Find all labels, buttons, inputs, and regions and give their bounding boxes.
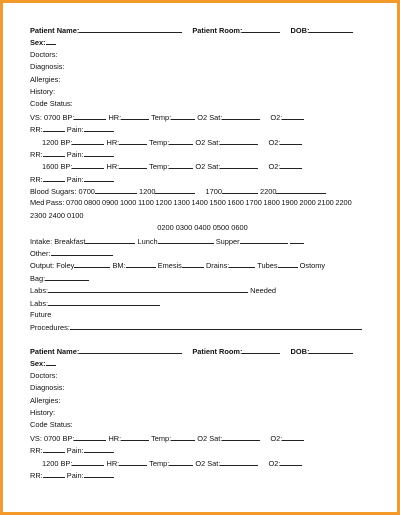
emesis-field[interactable] [182, 259, 204, 268]
bp-1600-label: 1600 BP: [42, 162, 73, 172]
doctors-row [30, 370, 375, 382]
intake-label: Intake: Breakfast [30, 236, 86, 246]
hr-label: HR: [106, 162, 120, 172]
rr-label: RR: [30, 125, 43, 135]
diagnosis-row [30, 382, 375, 394]
bs-1200-label: 1200 [138, 187, 156, 197]
o2-0700-field[interactable] [282, 111, 304, 120]
future-row [30, 309, 375, 321]
bag-field[interactable] [45, 272, 89, 281]
other-label: Other: [30, 249, 51, 259]
emesis-label: Emesis [157, 261, 182, 271]
pain-1600-field[interactable] [84, 173, 114, 182]
o2sat-label: O2 Sat: [195, 137, 221, 147]
o2sat-label: O2 Sat: [195, 162, 221, 172]
o2-label: O2: [268, 458, 281, 468]
code-status-label: Code Status: [30, 420, 73, 430]
hr-label: HR: [108, 433, 122, 443]
patient-name-field[interactable] [79, 24, 182, 33]
dob-field[interactable] [309, 24, 353, 33]
history-row [30, 86, 375, 98]
history-row [30, 407, 375, 419]
patient-room-label: Patient Room: [192, 347, 243, 356]
rr-label: RR: [30, 446, 43, 456]
bs-1700-field[interactable] [222, 185, 258, 194]
hr-label: HR: [106, 458, 120, 468]
labs-label: Labs: [30, 286, 49, 296]
bp-1200-field[interactable] [72, 136, 104, 145]
labs-needed-row [30, 284, 375, 296]
patient-room-field[interactable] [242, 345, 280, 354]
pain-1200-field[interactable] [84, 148, 114, 157]
procedures-row [30, 321, 375, 333]
bs-1200-field[interactable] [155, 185, 195, 194]
diagnosis-label: Diagnosis: [30, 62, 65, 72]
bag-label: Bag: [30, 273, 46, 283]
hr-1600-field[interactable] [119, 160, 147, 169]
sex-label: Sex: [30, 38, 46, 48]
temp-0700-field[interactable] [171, 432, 195, 441]
labs-field[interactable] [48, 297, 160, 306]
labs-row [30, 297, 375, 309]
sex-label: Sex: [30, 359, 46, 369]
rr-pain-0700-row [30, 123, 375, 135]
intake-row [30, 235, 375, 247]
bp-0700-field[interactable] [74, 432, 106, 441]
vitals-1200-row [30, 136, 375, 148]
hr-1200-field[interactable] [119, 136, 147, 145]
o2-1600-field[interactable] [280, 160, 302, 169]
supper-label: Supper [215, 236, 240, 246]
patient-name-label: Patient Name: [30, 26, 80, 35]
temp-label: Temp: [149, 162, 170, 172]
code-status-row [30, 419, 375, 431]
temp-label: Temp: [151, 112, 172, 122]
foley-field[interactable] [74, 259, 110, 268]
o2sat-label: O2 Sat: [195, 458, 221, 468]
hr-0700-field[interactable] [121, 432, 149, 441]
o2sat-label: O2 Sat: [197, 112, 223, 122]
future-label: Future [30, 309, 52, 319]
vs-0700-bp-label: VS: 0700 BP: [30, 112, 75, 122]
temp-1200-field[interactable] [169, 136, 193, 145]
allergies-row [30, 74, 375, 86]
o2sat-0700-field[interactable] [222, 111, 260, 120]
code-status-label: Code Status: [30, 99, 73, 109]
rr-0700-field[interactable] [43, 444, 65, 453]
o2sat-1200-field[interactable] [220, 457, 258, 466]
patient-header-row [30, 345, 375, 357]
dob-label: DOB: [290, 26, 310, 35]
patient-form-section-1 [30, 24, 375, 334]
bp-0700-field[interactable] [74, 111, 106, 120]
pain-label: Pain: [66, 149, 84, 159]
patient-form-section-2 [30, 345, 375, 481]
allergies-label: Allergies: [30, 74, 61, 84]
temp-1200-field[interactable] [169, 457, 193, 466]
lunch-field[interactable] [158, 235, 214, 244]
rr-pain-0700-row [30, 444, 375, 456]
sex-field[interactable] [46, 36, 56, 45]
vitals-0700-row [30, 111, 375, 123]
med-pass-times-1: Med Pass: 0700 0800 0900 1000 1100 1200 1300 1400 1500 1600 1700 1800 1900 2000 2100 2200 [30, 198, 352, 208]
med-pass-times-3: 0200 0300 0400 0500 0600 [157, 223, 248, 233]
vitals-1200-row [30, 457, 375, 469]
o2-label: O2: [270, 433, 283, 443]
supper-extra-field[interactable] [290, 235, 304, 244]
rr-pain-1200-row [30, 148, 375, 160]
drains-label: Drains: [205, 261, 230, 271]
output-foley-label: Output: Foley [30, 261, 75, 271]
bs-1700-label: 1700 [205, 187, 222, 197]
needed-label: Needed [250, 286, 277, 296]
doctors-label: Doctors: [30, 49, 58, 59]
rr-1200-field[interactable] [43, 469, 65, 478]
allergies-row [30, 395, 375, 407]
vitals-1600-row [30, 160, 375, 172]
labs-label: Labs: [30, 298, 49, 308]
sex-field[interactable] [46, 357, 56, 366]
ostomy-label: Ostomy [299, 261, 326, 271]
history-label: History: [30, 86, 56, 96]
med-pass-row-3 [30, 222, 375, 234]
diagnosis-label: Diagnosis: [30, 383, 65, 393]
vs-0700-bp-label: VS: 0700 BP: [30, 433, 75, 443]
bs-0700-field[interactable] [95, 185, 137, 194]
blood-sugars-row [30, 185, 375, 197]
bp-1200-label: 1200 BP: [42, 458, 73, 468]
rr-label: RR: [30, 470, 43, 480]
tubes-label: Tubes [257, 261, 278, 271]
patient-name-field[interactable] [79, 345, 182, 354]
other-row [30, 247, 375, 259]
bs-2200-label: 2200 [260, 187, 277, 197]
med-pass-row-2 [30, 210, 375, 222]
dob-field[interactable] [309, 345, 353, 354]
patient-name-label: Patient Name: [30, 347, 80, 356]
o2sat-label: O2 Sat: [197, 433, 223, 443]
o2-1200-field[interactable] [280, 457, 302, 466]
allergies-label: Allergies: [30, 395, 61, 405]
rr-label: RR: [30, 149, 43, 159]
o2sat-1200-field[interactable] [220, 136, 258, 145]
med-pass-row-1 [30, 197, 375, 209]
pain-label: Pain: [66, 446, 84, 456]
rr-pain-1200-row [30, 469, 375, 481]
doctors-row [30, 49, 375, 61]
hr-0700-field[interactable] [121, 111, 149, 120]
patient-header-row [30, 24, 375, 36]
temp-0700-field[interactable] [171, 111, 195, 120]
labs-needed-field[interactable] [48, 284, 248, 293]
other-field[interactable] [51, 247, 113, 256]
hr-1200-field[interactable] [119, 457, 147, 466]
rr-1600-field[interactable] [43, 173, 65, 182]
patient-room-label: Patient Room: [192, 26, 243, 35]
rr-label: RR: [30, 174, 43, 184]
o2sat-1600-field[interactable] [220, 160, 258, 169]
drains-field[interactable] [229, 259, 255, 268]
pain-1200-field[interactable] [84, 469, 114, 478]
sex-row [30, 36, 375, 48]
med-pass-times-2: 2300 2400 0100 [30, 210, 84, 220]
procedures-label: Procedures: [30, 323, 70, 333]
o2-label: O2: [268, 162, 281, 172]
sex-row [30, 357, 375, 369]
bs-2200-field[interactable] [276, 185, 326, 194]
temp-1600-field[interactable] [169, 160, 193, 169]
rr-pain-1600-row [30, 173, 375, 185]
o2-label: O2: [270, 112, 283, 122]
diagnosis-row [30, 61, 375, 73]
output-row [30, 259, 375, 271]
breakfast-field[interactable] [85, 235, 135, 244]
temp-label: Temp: [151, 433, 172, 443]
o2-0700-field[interactable] [282, 432, 304, 441]
o2sat-0700-field[interactable] [222, 432, 260, 441]
pain-0700-field[interactable] [84, 123, 114, 132]
bp-1200-label: 1200 BP: [42, 137, 73, 147]
temp-label: Temp: [149, 137, 170, 147]
doctors-label: Doctors: [30, 370, 58, 380]
blood-sugars-label: Blood Sugars: 0700 [30, 187, 95, 197]
bag-row [30, 272, 375, 284]
procedures-field[interactable] [70, 321, 362, 330]
pain-label: Pain: [66, 125, 84, 135]
lunch-label: Lunch [137, 236, 158, 246]
rr-1200-field[interactable] [43, 148, 65, 157]
history-label: History: [30, 407, 56, 417]
patient-room-field[interactable] [242, 24, 280, 33]
hr-label: HR: [106, 137, 120, 147]
rr-0700-field[interactable] [43, 123, 65, 132]
pain-label: Pain: [66, 174, 84, 184]
bm-field[interactable] [126, 259, 156, 268]
o2-1200-field[interactable] [280, 136, 302, 145]
supper-field[interactable] [240, 235, 288, 244]
tubes-field[interactable] [278, 259, 298, 268]
bm-label: BM: [112, 261, 126, 271]
bp-1600-field[interactable] [72, 160, 104, 169]
vitals-0700-row [30, 432, 375, 444]
code-status-row [30, 98, 375, 110]
o2-label: O2: [268, 137, 281, 147]
bp-1200-field[interactable] [72, 457, 104, 466]
dob-label: DOB: [290, 347, 310, 356]
hr-label: HR: [108, 112, 122, 122]
pain-label: Pain: [66, 470, 84, 480]
pain-0700-field[interactable] [84, 444, 114, 453]
temp-label: Temp: [149, 458, 170, 468]
